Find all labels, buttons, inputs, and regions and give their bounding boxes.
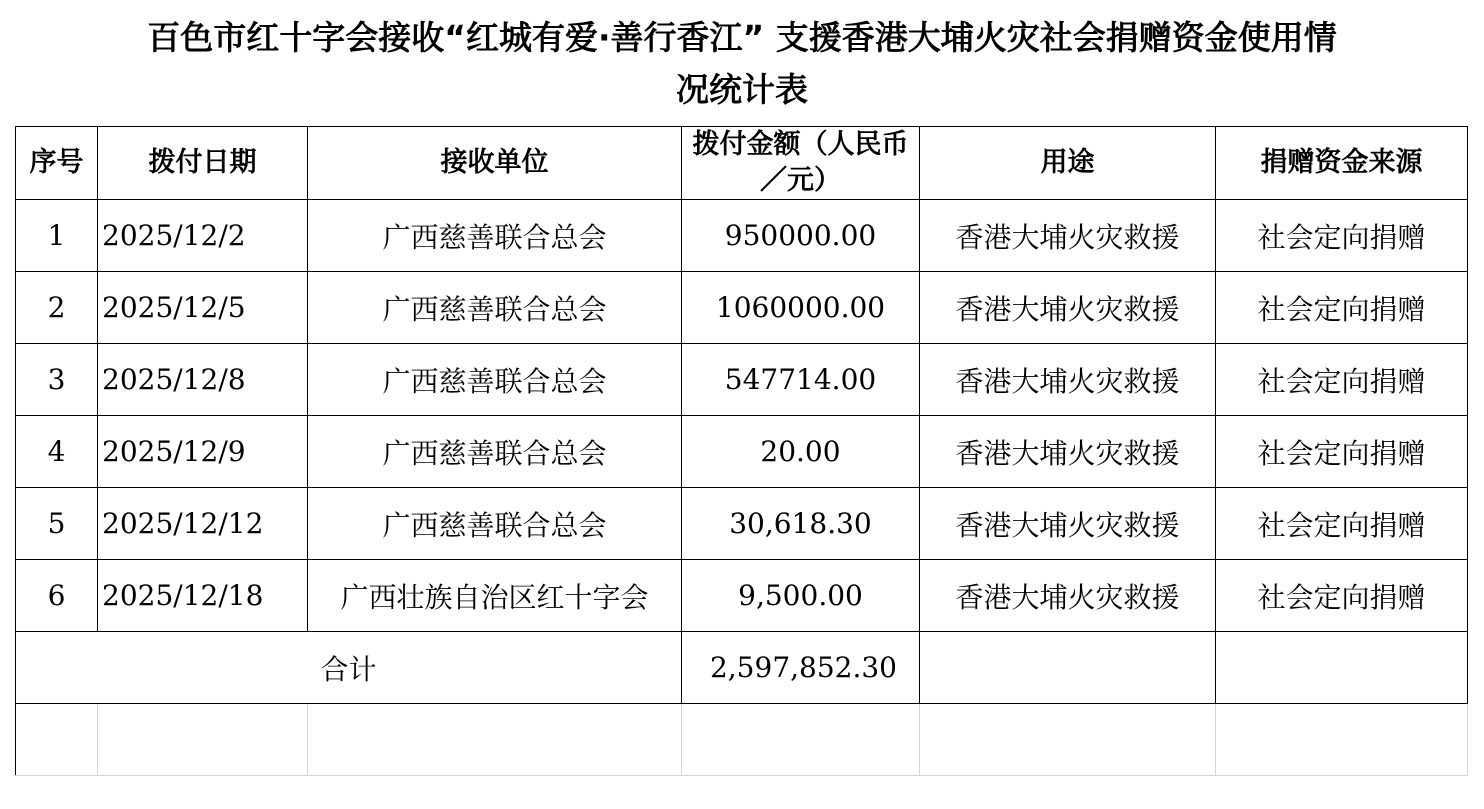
- header-date: 拨付日期: [98, 127, 308, 200]
- header-amount: 拨付金额（人民币／元）: [682, 127, 920, 200]
- cell-source: 社会定向捐赠: [1216, 560, 1468, 632]
- header-recipient: 接收单位: [308, 127, 682, 200]
- title-line-1: 百色市红十字会接收“红城有爱·善行香江” 支援香港大埔火灾社会捐赠资金使用情: [147, 18, 1337, 57]
- table-row: [16, 416, 1468, 488]
- cell-source: 社会定向捐赠: [1216, 200, 1468, 272]
- cell-purpose: 香港大埔火灾救援: [920, 344, 1216, 416]
- header-source: 捐赠资金来源: [1216, 127, 1468, 200]
- cell-amount: 1060000.00: [682, 272, 920, 344]
- donation-usage-table: [15, 126, 1468, 776]
- cell-amount: 950000.00: [682, 200, 920, 272]
- empty-cell: [682, 704, 920, 776]
- cell-amount: 9,500.00: [682, 560, 920, 632]
- cell-date: 2025/12/18: [98, 560, 308, 632]
- empty-cell: [98, 704, 308, 776]
- cell-date: 2025/12/8: [98, 344, 308, 416]
- page-title: [0, 12, 1484, 116]
- cell-recipient: 广西壮族自治区红十字会: [308, 560, 682, 632]
- table-row: [16, 272, 1468, 344]
- cell-purpose: 香港大埔火灾救援: [920, 272, 1216, 344]
- cell-recipient: 广西慈善联合总会: [308, 344, 682, 416]
- table-row: [16, 200, 1468, 272]
- cell-date: 2025/12/9: [98, 416, 308, 488]
- cell-purpose: 香港大埔火灾救援: [920, 488, 1216, 560]
- cell-source: 社会定向捐赠: [1216, 488, 1468, 560]
- cell-index: 2: [16, 272, 98, 344]
- cell-amount: 30,618.30: [682, 488, 920, 560]
- cell-purpose: 香港大埔火灾救援: [920, 560, 1216, 632]
- cell-index: 6: [16, 560, 98, 632]
- table-row: [16, 344, 1468, 416]
- total-purpose-cell: [920, 632, 1216, 704]
- table-row: [16, 560, 1468, 632]
- cell-source: 社会定向捐赠: [1216, 344, 1468, 416]
- cell-date: 2025/12/12: [98, 488, 308, 560]
- cell-date: 2025/12/2: [98, 200, 308, 272]
- empty-cell: [16, 704, 98, 776]
- title-line-2: 况统计表: [676, 70, 808, 109]
- cell-source: 社会定向捐赠: [1216, 416, 1468, 488]
- cell-recipient: 广西慈善联合总会: [308, 272, 682, 344]
- total-amount: 2,597,852.30: [682, 632, 920, 704]
- total-label: 合计: [16, 632, 682, 704]
- cell-source: 社会定向捐赠: [1216, 272, 1468, 344]
- empty-cell: [308, 704, 682, 776]
- cell-index: 5: [16, 488, 98, 560]
- cell-date: 2025/12/5: [98, 272, 308, 344]
- total-row: [16, 632, 1468, 704]
- table-row: [16, 488, 1468, 560]
- cell-index: 3: [16, 344, 98, 416]
- cell-recipient: 广西慈善联合总会: [308, 416, 682, 488]
- total-source-cell: [1216, 632, 1468, 704]
- table-header-row: [16, 127, 1468, 200]
- header-index: 序号: [16, 127, 98, 200]
- empty-cell: [920, 704, 1216, 776]
- cell-index: 4: [16, 416, 98, 488]
- cell-amount: 20.00: [682, 416, 920, 488]
- cell-amount: 547714.00: [682, 344, 920, 416]
- cell-recipient: 广西慈善联合总会: [308, 200, 682, 272]
- cell-purpose: 香港大埔火灾救援: [920, 200, 1216, 272]
- empty-cell: [1216, 704, 1468, 776]
- cell-index: 1: [16, 200, 98, 272]
- cell-purpose: 香港大埔火灾救援: [920, 416, 1216, 488]
- empty-grid-row: [16, 704, 1468, 776]
- header-purpose: 用途: [920, 127, 1216, 200]
- cell-recipient: 广西慈善联合总会: [308, 488, 682, 560]
